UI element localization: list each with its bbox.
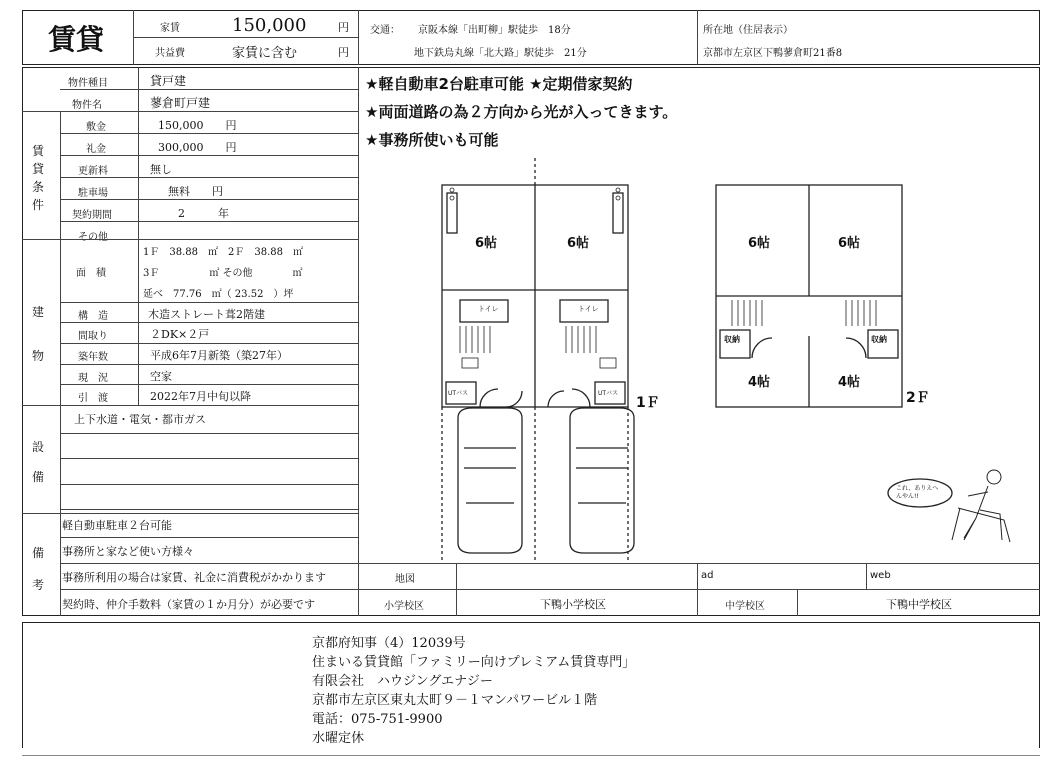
room-6jo-1f-left: 6帖 — [475, 236, 498, 251]
cond-label-deposit: 敷金 — [86, 122, 106, 133]
row-line — [60, 322, 358, 323]
agent-closed-day: 水曜定休 — [312, 731, 365, 746]
bld-label-structure: 構 造 — [78, 311, 108, 322]
floor-1f-label: 1Ｆ — [636, 395, 660, 411]
room-6jo-1f-right: 6帖 — [567, 236, 590, 251]
transit-line-1: 京阪本線「出町柳」駅徒歩 18分 — [418, 25, 571, 36]
row-line — [60, 484, 358, 485]
conditions-section-label: 賃貸条件 — [32, 144, 45, 212]
remarks-section-label: 備考 — [32, 546, 45, 592]
col-line — [797, 589, 798, 616]
remarks-line-3: 事務所利用の場合は家賃、礼金に消費税がかかります — [62, 571, 326, 584]
web-label: web — [870, 570, 891, 581]
bld-label-handover: 引 渡 — [78, 393, 108, 404]
ad-label: ad — [701, 570, 714, 581]
remarks-line-1: 軽自動車駐車２台可能 — [62, 519, 172, 532]
row-line — [60, 384, 358, 385]
property-type-label: 物件種目 — [68, 78, 108, 89]
row-line — [60, 177, 358, 178]
highlight-2: ★両面道路の為２方向から光が入ってきます。 — [365, 103, 678, 121]
col-line — [866, 563, 867, 589]
cond-label-renewal: 更新料 — [78, 166, 108, 177]
cond-label-parking: 駐車場 — [78, 188, 108, 199]
common-value: 家賃に含む — [232, 46, 298, 61]
cond-value-term: 2 年 — [178, 207, 229, 220]
main-divider — [358, 67, 359, 616]
row-line — [60, 537, 358, 538]
common-label: 共益費 — [155, 48, 185, 59]
room-6jo-2f-right: 6帖 — [838, 236, 861, 251]
header-mid-line — [133, 37, 358, 38]
cond-value-parking: 無料 円 — [168, 185, 223, 198]
remarks-line-2: 事務所と家など使い方様々 — [62, 545, 194, 558]
toilet-right-label: トイレ — [578, 305, 599, 313]
cond-label-term: 契約期間 — [72, 210, 112, 221]
bld-value-handover: 2022年7月中旬以降 — [150, 390, 251, 403]
col-line — [697, 563, 698, 616]
row-line — [60, 221, 358, 222]
agent-company: 有限会社 ハウジングエナジー — [312, 674, 493, 689]
bld-label-status: 現 況 — [78, 373, 108, 384]
row-line — [60, 302, 358, 303]
room-4jo-right: 4帖 — [838, 375, 861, 390]
row-line — [60, 89, 358, 90]
header-divider-2 — [358, 10, 359, 65]
agent-shop-name: 住まいる賃貸館「ファミリー向けプレミアム賃貸専門」 — [312, 655, 636, 670]
floor-2f-label: 2Ｆ — [906, 390, 930, 406]
area-label: 面 積 — [76, 268, 106, 279]
car-right — [570, 408, 634, 553]
row-line — [60, 199, 358, 200]
common-unit: 円 — [338, 46, 349, 59]
bld-value-layout: ２DK×２戸 — [150, 328, 210, 341]
row-line — [60, 563, 1040, 564]
agent-phone: 電話：075-751-9900 — [312, 712, 443, 727]
row-line — [60, 343, 358, 344]
location-label: 所在地（住居表示） — [703, 25, 793, 36]
rent-value: 150,000 — [232, 15, 307, 36]
row-line — [22, 111, 358, 112]
cond-value-deposit: 150,000 円 — [158, 119, 237, 132]
car-left — [458, 408, 522, 553]
equipment-line-1: 上下水道・電気・都市ガス — [74, 413, 206, 426]
row-line — [22, 513, 358, 514]
transit-line-2: 地下鉄烏丸線「北大路」駅徒歩 21分 — [414, 48, 587, 59]
area-line-1: 1Ｆ 38.88 ㎡ 2Ｆ 38.88 ㎡ — [143, 247, 303, 258]
bath-left-label: UTバス — [448, 390, 469, 397]
room-6jo-2f-left: 6帖 — [748, 236, 771, 251]
storage-right-label: 収納 — [871, 335, 887, 344]
row-line — [60, 589, 1040, 590]
location-value: 京都市左京区下鴨蓼倉町21番8 — [703, 48, 843, 59]
cond-label-keymoney: 礼金 — [86, 144, 106, 155]
row-line — [60, 133, 358, 134]
property-type-value: 貸戸建 — [150, 74, 187, 88]
row-line — [22, 755, 1040, 756]
bld-label-layout: 間取り — [78, 331, 108, 342]
row-line — [22, 239, 358, 240]
property-name-label: 物件名 — [72, 100, 102, 111]
elem-school-value: 下鴨小学校区 — [540, 598, 606, 611]
bld-label-age: 築年数 — [78, 352, 108, 363]
page-title: 賃貸 — [48, 23, 105, 56]
transit-label: 交通： — [370, 25, 400, 36]
middle-school-value: 下鴨中学校区 — [886, 598, 952, 611]
highlight-1: ★軽自動車2台駐車可能 ★定期借家契約 — [365, 75, 633, 93]
bld-value-status: 空家 — [150, 370, 172, 383]
bld-value-structure: 木造ストレート葺2階建 — [148, 308, 265, 321]
agent-box — [22, 622, 1040, 748]
storage-left-label: 収納 — [724, 335, 740, 344]
cond-label-other: その他 — [78, 232, 108, 243]
header-divider-3 — [697, 10, 698, 65]
row-line — [60, 155, 358, 156]
agent-license: 京都府知事（4）12039号 — [312, 636, 466, 651]
row-line — [60, 458, 358, 459]
building-section-label: 建物 — [32, 305, 45, 363]
remarks-line-4: 契約時、仲介手数料（家賃の１か月分）が必要です — [62, 598, 315, 611]
agent-address: 京都市左京区東丸太町９－１マンパワービル１階 — [312, 693, 598, 708]
highlight-3: ★事務所使いも可能 — [365, 131, 499, 149]
cond-value-renewal: 無し — [150, 163, 172, 176]
row-line — [60, 364, 358, 365]
map-label: 地図 — [395, 574, 415, 585]
area-line-3: 延べ 77.76 ㎡（ 23.52 ）坪 — [143, 289, 294, 300]
row-line — [60, 509, 358, 510]
elem-school-label: 小学校区 — [384, 601, 424, 612]
property-name-value: 蓼倉町戸建 — [150, 96, 211, 110]
room-4jo-left: 4帖 — [748, 375, 771, 390]
speech-text: これ、ありえへんやん!! — [896, 485, 939, 500]
row-line — [60, 433, 358, 434]
toilet-left-label: トイレ — [478, 305, 499, 313]
bath-right-label: UTバス — [598, 390, 619, 397]
rent-label: 家賃 — [160, 23, 180, 34]
left-col-line-2 — [138, 67, 139, 405]
equipment-section-label: 設備 — [32, 440, 45, 484]
cond-value-keymoney: 300,000 円 — [158, 141, 237, 154]
area-line-2: 3Ｆ ㎡ その他 ㎡ — [143, 268, 303, 279]
bld-value-age: 平成6年7月新築（築27年） — [150, 349, 288, 362]
middle-school-label: 中学校区 — [725, 601, 765, 612]
rent-unit: 円 — [338, 21, 349, 34]
col-line — [456, 563, 457, 616]
person-sketch — [952, 470, 1010, 542]
row-line — [22, 405, 358, 406]
